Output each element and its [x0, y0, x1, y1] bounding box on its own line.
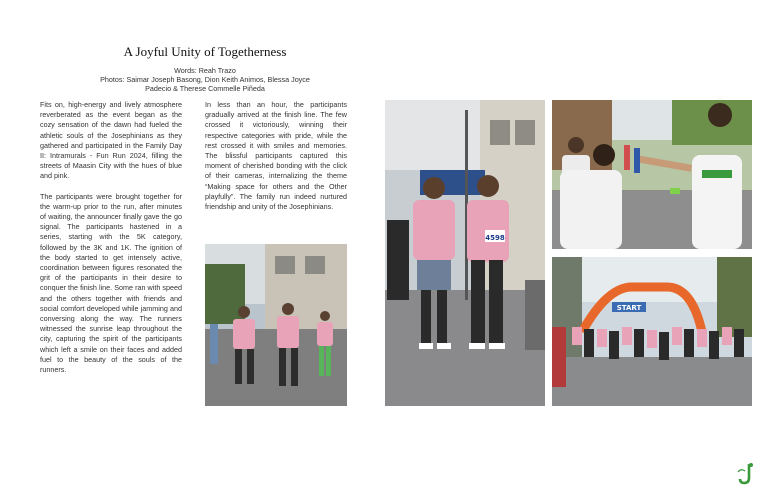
- text-column-1: [40, 100, 182, 385]
- paragraph: Fits on, high-energy and lively atmosphere reverberated as the event began as the cozy sensation of the dawn had fueled the athletic souls of the Josephinians as they gathered and participated in the Family Day II: Intramurals - Fun Run 2024, filling the streets of Maasin City with the hues of blue and pink.: [40, 100, 182, 181]
- photo-water-station: [552, 100, 752, 249]
- bib-number: 4598: [485, 234, 505, 242]
- photo-runners-street: [205, 244, 347, 406]
- photo-start-line: [552, 257, 752, 406]
- start-banner-text: START: [616, 304, 642, 312]
- article-credits: [40, 66, 370, 93]
- publication-logo: [736, 462, 758, 486]
- text-column-2: [205, 100, 347, 222]
- credit-words: Words: Reah Trazo: [174, 66, 236, 75]
- photo-two-runners: [385, 100, 545, 406]
- paragraph: The participants were brought together for the warm-up prior to the run, after minutes of waiting, the announcer finally gave the go signal. The participants hastened in a series, starting with the 5K category, followed by the 3K and 1K. The ignition of the body started to get intensely active, coordination between figures resonated the grit of the participants in their desire to conquer the finish line. Some ran with speed and the others together with friends and social comfort developed while jamming and conversing along the way. The runners witnessed the sunrise leap throughout the city, capturing the spirit of the participants which left a smile on their faces and added fuel to the beauty of the souls of the runners.: [40, 191, 182, 375]
- credit-photos-line2: Padecio & Therese Commelle Piñeda: [145, 84, 265, 93]
- credit-photos-line1: Photos: Saimar Joseph Basong, Dion Keith Animos, Blessa Joyce: [100, 75, 310, 84]
- paragraph: In less than an hour, the participants gradually arrived at the finish line. The few crossed it victoriously, winning their respective categories with pride, while the rest crossed it with smiles and memories. The blissful participants captured this moment of cherished bonding with the click of their cameras, internalizing the theme “Making space for others and the Other playfully”. The family run indeed nurtured friendship and unity of the Josephinians.: [205, 100, 347, 212]
- article-title: A Joyful Unity of Togetherness: [123, 44, 287, 59]
